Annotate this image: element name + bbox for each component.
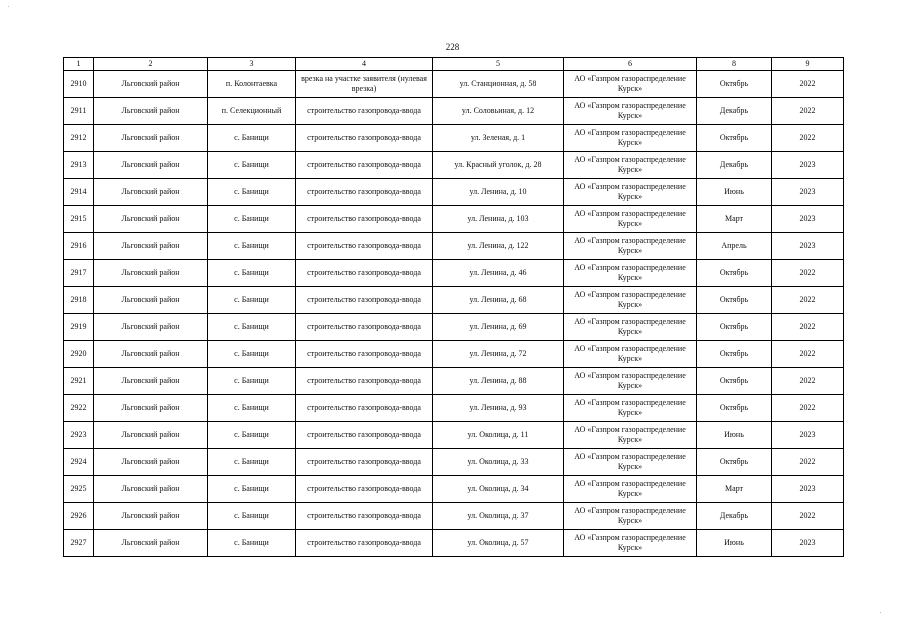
table-row <box>64 98 844 125</box>
column-header: 8 <box>697 58 772 71</box>
organization-cell: АО «Газпром газораспределение Курск» <box>564 503 697 530</box>
organization-cell: АО «Газпром газораспределение Курск» <box>564 368 697 395</box>
month-cell: Март <box>697 476 772 503</box>
column-header: 3 <box>208 58 296 71</box>
address-cell: ул. Околица, д. 37 <box>433 503 564 530</box>
work-type-cell: строительство газопровода-ввода <box>296 449 433 476</box>
settlement-cell: с. Банищи <box>208 395 296 422</box>
month-cell: Октябрь <box>697 287 772 314</box>
year-cell: 2022 <box>772 260 844 287</box>
district-cell: Льговский район <box>94 233 208 260</box>
year-cell: 2023 <box>772 476 844 503</box>
table-row <box>64 368 844 395</box>
row-number-cell: 2912 <box>64 125 94 152</box>
district-cell: Льговский район <box>94 206 208 233</box>
district-cell: Льговский район <box>94 98 208 125</box>
address-cell: ул. Соловьиная, д. 12 <box>433 98 564 125</box>
year-cell: 2022 <box>772 368 844 395</box>
year-cell: 2022 <box>772 287 844 314</box>
table-body <box>64 71 844 557</box>
district-cell: Льговский район <box>94 530 208 557</box>
organization-cell: АО «Газпром газораспределение Курск» <box>564 233 697 260</box>
settlement-cell: с. Банищи <box>208 476 296 503</box>
work-type-cell: строительство газопровода-ввода <box>296 260 433 287</box>
address-cell: ул. Околица, д. 34 <box>433 476 564 503</box>
column-header: 9 <box>772 58 844 71</box>
scan-speck <box>880 612 881 613</box>
settlement-cell: с. Банищи <box>208 206 296 233</box>
year-cell: 2022 <box>772 71 844 98</box>
year-cell: 2022 <box>772 98 844 125</box>
organization-cell: АО «Газпром газораспределение Курск» <box>564 71 697 98</box>
month-cell: Июнь <box>697 530 772 557</box>
settlement-cell: с. Банищи <box>208 287 296 314</box>
address-cell: ул. Ленина, д. 88 <box>433 368 564 395</box>
settlement-cell: с. Банищи <box>208 260 296 287</box>
month-cell: Июнь <box>697 179 772 206</box>
year-cell: 2022 <box>772 503 844 530</box>
work-type-cell: строительство газопровода-ввода <box>296 476 433 503</box>
address-cell: ул. Ленина, д. 122 <box>433 233 564 260</box>
table-row <box>64 476 844 503</box>
settlement-cell: п. Колонтаевка <box>208 71 296 98</box>
month-cell: Декабрь <box>697 503 772 530</box>
address-cell: ул. Ленина, д. 72 <box>433 341 564 368</box>
district-cell: Льговский район <box>94 179 208 206</box>
row-number-cell: 2926 <box>64 503 94 530</box>
settlement-cell: с. Банищи <box>208 530 296 557</box>
address-cell: ул. Станционная, д. 58 <box>433 71 564 98</box>
month-cell: Октябрь <box>697 449 772 476</box>
row-number-cell: 2913 <box>64 152 94 179</box>
row-number-cell: 2917 <box>64 260 94 287</box>
district-cell: Льговский район <box>94 476 208 503</box>
month-cell: Октябрь <box>697 368 772 395</box>
settlement-cell: с. Банищи <box>208 422 296 449</box>
settlement-cell: с. Банищи <box>208 233 296 260</box>
work-type-cell: строительство газопровода-ввода <box>296 287 433 314</box>
work-type-cell: строительство газопровода-ввода <box>296 341 433 368</box>
settlement-cell: с. Банищи <box>208 449 296 476</box>
district-cell: Льговский район <box>94 152 208 179</box>
work-type-cell: строительство газопровода-ввода <box>296 233 433 260</box>
row-number-cell: 2927 <box>64 530 94 557</box>
column-header: 5 <box>433 58 564 71</box>
year-cell: 2022 <box>772 341 844 368</box>
district-cell: Льговский район <box>94 71 208 98</box>
work-type-cell: строительство газопровода-ввода <box>296 125 433 152</box>
work-type-cell: строительство газопровода-ввода <box>296 206 433 233</box>
month-cell: Декабрь <box>697 98 772 125</box>
year-cell: 2022 <box>772 314 844 341</box>
district-cell: Льговский район <box>94 422 208 449</box>
work-type-cell: строительство газопровода-ввода <box>296 152 433 179</box>
row-number-cell: 2923 <box>64 422 94 449</box>
table-row <box>64 233 844 260</box>
organization-cell: АО «Газпром газораспределение Курск» <box>564 314 697 341</box>
row-number-cell: 2925 <box>64 476 94 503</box>
header-row <box>64 58 844 71</box>
district-cell: Льговский район <box>94 125 208 152</box>
work-type-cell: строительство газопровода-ввода <box>296 422 433 449</box>
year-cell: 2023 <box>772 422 844 449</box>
table-row <box>64 449 844 476</box>
table-row <box>64 530 844 557</box>
table-row <box>64 71 844 98</box>
table-row <box>64 260 844 287</box>
address-cell: ул. Ленина, д. 68 <box>433 287 564 314</box>
work-type-cell: строительство газопровода-ввода <box>296 530 433 557</box>
settlement-cell: с. Банищи <box>208 125 296 152</box>
gas-connection-table <box>63 57 844 557</box>
district-cell: Льговский район <box>94 368 208 395</box>
work-type-cell: строительство газопровода-ввода <box>296 395 433 422</box>
year-cell: 2023 <box>772 530 844 557</box>
address-cell: ул. Околица, д. 11 <box>433 422 564 449</box>
table-row <box>64 422 844 449</box>
row-number-cell: 2920 <box>64 341 94 368</box>
organization-cell: АО «Газпром газораспределение Курск» <box>564 395 697 422</box>
address-cell: ул. Ленина, д. 10 <box>433 179 564 206</box>
organization-cell: АО «Газпром газораспределение Курск» <box>564 341 697 368</box>
row-number-cell: 2915 <box>64 206 94 233</box>
organization-cell: АО «Газпром газораспределение Курск» <box>564 98 697 125</box>
settlement-cell: с. Банищи <box>208 368 296 395</box>
district-cell: Льговский район <box>94 260 208 287</box>
row-number-cell: 2919 <box>64 314 94 341</box>
month-cell: Март <box>697 206 772 233</box>
table-row <box>64 503 844 530</box>
row-number-cell: 2921 <box>64 368 94 395</box>
year-cell: 2023 <box>772 233 844 260</box>
column-header: 6 <box>564 58 697 71</box>
table-row <box>64 125 844 152</box>
organization-cell: АО «Газпром газораспределение Курск» <box>564 476 697 503</box>
column-header: 1 <box>64 58 94 71</box>
address-cell: ул. Ленина, д. 93 <box>433 395 564 422</box>
row-number-cell: 2924 <box>64 449 94 476</box>
settlement-cell: с. Банищи <box>208 179 296 206</box>
year-cell: 2022 <box>772 395 844 422</box>
row-number-cell: 2922 <box>64 395 94 422</box>
organization-cell: АО «Газпром газораспределение Курск» <box>564 152 697 179</box>
row-number-cell: 2910 <box>64 71 94 98</box>
work-type-cell: врезка на участке заявителя (нулевая врезка) <box>296 71 433 98</box>
year-cell: 2023 <box>772 179 844 206</box>
organization-cell: АО «Газпром газораспределение Курск» <box>564 260 697 287</box>
work-type-cell: строительство газопровода-ввода <box>296 503 433 530</box>
month-cell: Декабрь <box>697 152 772 179</box>
page-number: 228 <box>445 42 460 52</box>
address-cell: ул. Околица, д. 57 <box>433 530 564 557</box>
month-cell: Октябрь <box>697 341 772 368</box>
work-type-cell: строительство газопровода-ввода <box>296 314 433 341</box>
district-cell: Льговский район <box>94 287 208 314</box>
address-cell: ул. Ленина, д. 46 <box>433 260 564 287</box>
year-cell: 2022 <box>772 125 844 152</box>
row-number-cell: 2914 <box>64 179 94 206</box>
month-cell: Октябрь <box>697 125 772 152</box>
settlement-cell: с. Банищи <box>208 503 296 530</box>
row-number-cell: 2916 <box>64 233 94 260</box>
month-cell: Октябрь <box>697 395 772 422</box>
year-cell: 2023 <box>772 206 844 233</box>
address-cell: ул. Ленина, д. 103 <box>433 206 564 233</box>
row-number-cell: 2911 <box>64 98 94 125</box>
month-cell: Октябрь <box>697 71 772 98</box>
organization-cell: АО «Газпром газораспределение Курск» <box>564 287 697 314</box>
organization-cell: АО «Газпром газораспределение Курск» <box>564 422 697 449</box>
address-cell: ул. Красный уголок, д. 28 <box>433 152 564 179</box>
settlement-cell: п. Селекционный <box>208 98 296 125</box>
organization-cell: АО «Газпром газораспределение Курск» <box>564 206 697 233</box>
settlement-cell: с. Банищи <box>208 314 296 341</box>
month-cell: Июнь <box>697 422 772 449</box>
district-cell: Льговский район <box>94 395 208 422</box>
table-row <box>64 206 844 233</box>
work-type-cell: строительство газопровода-ввода <box>296 179 433 206</box>
year-cell: 2023 <box>772 152 844 179</box>
table-row <box>64 395 844 422</box>
address-cell: ул. Ленина, д. 69 <box>433 314 564 341</box>
month-cell: Октябрь <box>697 260 772 287</box>
month-cell: Октябрь <box>697 314 772 341</box>
organization-cell: АО «Газпром газораспределение Курск» <box>564 530 697 557</box>
table-row <box>64 341 844 368</box>
address-cell: ул. Зеленая, д. 1 <box>433 125 564 152</box>
month-cell: Апрель <box>697 233 772 260</box>
row-number-cell: 2918 <box>64 287 94 314</box>
column-header: 2 <box>94 58 208 71</box>
scan-speck <box>8 6 9 7</box>
address-cell: ул. Околица, д. 33 <box>433 449 564 476</box>
table-row <box>64 314 844 341</box>
organization-cell: АО «Газпром газораспределение Курск» <box>564 125 697 152</box>
organization-cell: АО «Газпром газораспределение Курск» <box>564 449 697 476</box>
district-cell: Льговский район <box>94 314 208 341</box>
table-row <box>64 179 844 206</box>
work-type-cell: строительство газопровода-ввода <box>296 98 433 125</box>
organization-cell: АО «Газпром газораспределение Курск» <box>564 179 697 206</box>
district-cell: Льговский район <box>94 449 208 476</box>
district-cell: Льговский район <box>94 503 208 530</box>
year-cell: 2022 <box>772 449 844 476</box>
table-row <box>64 287 844 314</box>
district-cell: Льговский район <box>94 341 208 368</box>
settlement-cell: с. Банищи <box>208 152 296 179</box>
work-type-cell: строительство газопровода-ввода <box>296 368 433 395</box>
column-header: 4 <box>296 58 433 71</box>
table-row <box>64 152 844 179</box>
settlement-cell: с. Банищи <box>208 341 296 368</box>
